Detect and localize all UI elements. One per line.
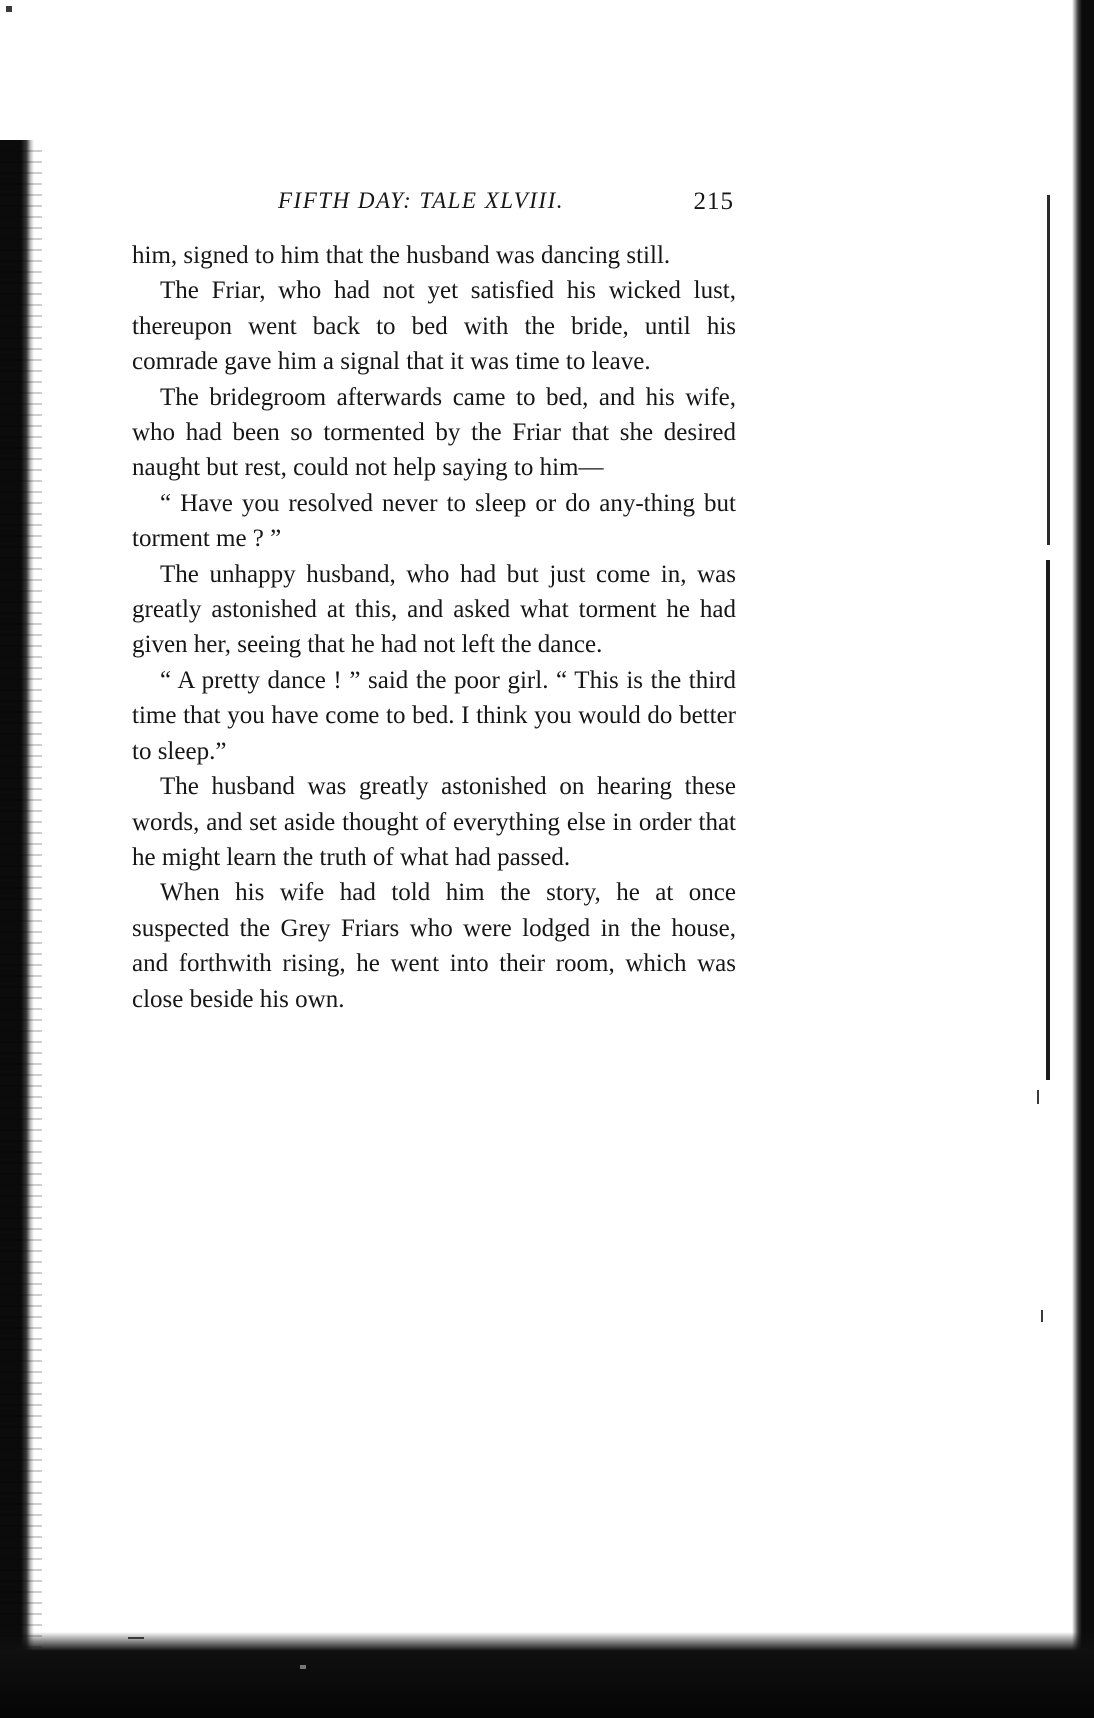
paragraph: The husband was greatly astonished on hearing these words, and set aside thought of everything else in order that he might learn the truth of what had passed. [132,773,736,871]
scan-speck [128,1637,144,1639]
paragraph: “ Have you resolved never to sleep or do any-thing but torment me ? ” [132,489,736,553]
scan-edge-right [1072,0,1094,1718]
paragraph: The Friar, who had not yet satisfied his wicked lust, thereupon went back to bed with the bride, until his comrade gave him a signal that it was time to leave. [132,277,736,376]
paragraph: When his wife had told him the story, he at once suspected the Grey Friars who were lodged in the house, and forthwith rising, he went into their room, which was close beside his own. [132,879,736,1013]
scan-speck [1037,1090,1039,1104]
paragraph: him, signed to him that the husband was dancing still. [132,242,671,269]
scan-edge-texture [0,150,42,1650]
running-title: FIFTH DAY: TALE XLVIII. [278,188,564,213]
paragraph: The unhappy husband, who had but just come in, was greatly astonished at this, and asked what torment he had given her, seeing that he had not left the dance. [132,560,736,659]
scan-edge-line [1047,195,1050,545]
scan-speck [1041,1310,1043,1322]
paragraph: “ A pretty dance ! ” said the poor girl. “ This is the third time that you have come to bed. I think you would do better to sleep.” [132,666,736,765]
body-text [132,238,736,1017]
scan-bottom-band [0,1632,1094,1718]
running-header [132,188,742,222]
paragraph: The bridegroom afterwards came to bed, and his wife, who had been so tormented by the Friar that she desired naught but rest, could not help saying to him— [132,383,736,482]
page-number: 215 [693,188,734,215]
scan-speck [300,1665,306,1669]
scan-speck [6,6,12,12]
scan-edge-line [1046,560,1050,1080]
